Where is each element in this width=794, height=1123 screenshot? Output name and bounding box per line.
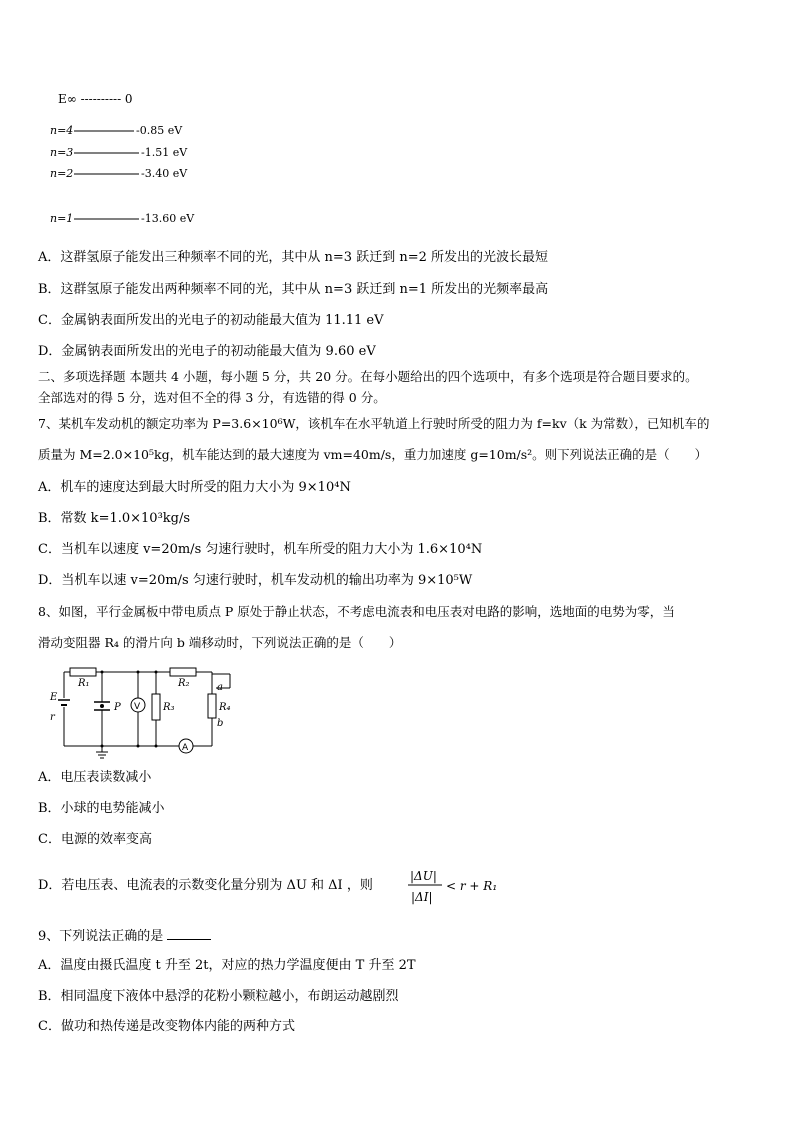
label-r2: R₂ [178, 678, 190, 689]
formula-rhs: < r + R₁ [446, 879, 498, 893]
q6-option-b: B．这群氢原子能发出两种频率不同的光，其中从 n=3 跃迁到 n=1 所发出的光频率最高 [38, 282, 549, 297]
q7-option-c: C．当机车以速度 v=20m/s 匀速行驶时，机车所受的阻力大小为 1.6×10⁴N [38, 542, 483, 557]
q7-stem-line1: 7、某机车发动机的额定功率为 P=3.6×10⁶W，该机车在水平轨道上行驶时所受的阻力为 f=kv（k 为常数），已知机车的 [38, 416, 710, 431]
q8-stem-line1: 8、如图，平行金属板中带电质点 P 原处于静止状态，不考虑电流表和电压表对电路的影响，选地面的电势为零，当 [38, 604, 675, 619]
label-r3: R₃ [163, 702, 175, 713]
q8-stem-line2: 滑动变阻器 R₄ 的滑片向 b 端移动时，下列说法正确的是（ ） [38, 635, 402, 650]
q8-option-d: D．若电压表、电流表的示数变化量分别为 ΔU 和 ΔI ，则 [38, 878, 373, 893]
label-b-terminal: b [217, 718, 224, 729]
q6-option-a: A．这群氢原子能发出三种频率不同的光，其中从 n=3 跃迁到 n=2 所发出的光波长最短 [38, 250, 548, 265]
label-p: P [114, 702, 121, 713]
q8-option-d-formula [380, 864, 500, 908]
formula-numerator: |ΔU| [410, 869, 437, 883]
level-value: -13.60 eV [141, 212, 195, 225]
resistor-r2 [170, 668, 196, 676]
level-value: -1.51 eV [141, 146, 188, 159]
q7-option-d: D．当机车以速 v=20m/s 匀速行驶时，机车发动机的输出功率为 9×10⁵W [38, 573, 473, 588]
q9-option-c: C．做功和热传递是改变物体内能的两种方式 [38, 1019, 295, 1034]
energy-level-n1 [50, 212, 195, 225]
energy-level-n4 [50, 124, 183, 137]
label-r1: R₁ [78, 678, 90, 689]
level-label: n=1 [50, 212, 74, 225]
q9-stem [38, 928, 211, 945]
energy-level-n2 [50, 167, 188, 180]
q7-option-a: A．机车的速度达到最大时所受的阻力大小为 9×10⁴N [38, 480, 351, 495]
label-r: r [50, 712, 55, 723]
q6-option-c: C．金属钠表面所发出的光电子的初动能最大值为 11.11 eV [38, 313, 384, 328]
q7-stem-line2: 质量为 M=2.0×10⁵kg，机车能达到的最大速度为 vm=40m/s，重力加速度 g=10m/s²。则下列说法正确的是（ ） [38, 447, 708, 462]
section2-instructions-line2: 全部选对的得 5 分，选对但不全的得 3 分，有选错的得 0 分。 [38, 390, 386, 405]
label-a-terminal: a [217, 682, 223, 693]
level-label: n=2 [50, 167, 74, 180]
level-label: n=4 [50, 124, 74, 137]
q9-option-a: A．温度由摄氏温度 t 升至 2t，对应的热力学温度便由 T 升至 2T [38, 958, 416, 973]
energy-infinity-label: E∞ ---------- 0 [58, 92, 133, 106]
q7-option-b: B．常数 k=1.0×10³kg/s [38, 511, 191, 526]
q8-option-b: B．小球的电势能减小 [38, 801, 165, 816]
level-label: n=3 [50, 146, 74, 159]
answer-blank [167, 928, 211, 940]
ammeter-label: A [182, 743, 189, 753]
label-e: E [50, 692, 58, 703]
level-value: -0.85 eV [136, 124, 183, 137]
energy-level-diagram [42, 88, 202, 234]
circuit-diagram [44, 660, 244, 760]
energy-level-n3 [50, 146, 188, 159]
section2-instructions-line1: 二、多项选择题 本题共 4 小题，每小题 5 分，共 20 分。在每小题给出的四个选项中，有多个选项是符合题目要求的。 [38, 369, 698, 384]
q8-option-c: C．电源的效率变高 [38, 832, 152, 847]
q8-option-a: A．电压表读数减小 [38, 770, 152, 785]
formula-denominator: |ΔI| [411, 890, 433, 904]
resistor-r3 [152, 694, 160, 720]
q9-stem-text: 9、下列说法正确的是 [38, 929, 164, 944]
resistor-r1 [70, 668, 96, 676]
level-value: -3.40 eV [141, 167, 188, 180]
voltmeter-label: V [134, 702, 141, 712]
label-r4: R₄ [219, 702, 231, 713]
q6-option-d: D．金属钠表面所发出的光电子的初动能最大值为 9.60 eV [38, 344, 376, 359]
resistor-r4 [208, 694, 216, 718]
q9-option-b: B．相同温度下液体中悬浮的花粉小颗粒越小，布朗运动越剧烈 [38, 989, 399, 1004]
